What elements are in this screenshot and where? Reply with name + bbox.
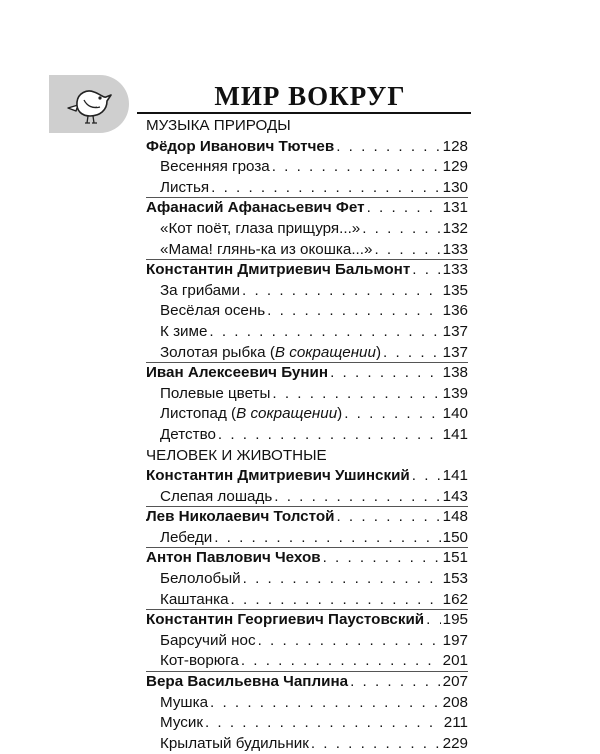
- dot-leader: [210, 693, 441, 714]
- toc-page-number: 148: [442, 508, 468, 526]
- toc-work-entry[interactable]: [146, 590, 468, 611]
- toc-entry-title: Белолобый: [160, 570, 241, 588]
- toc-entry-title: Фёдор Иванович Тютчев: [146, 137, 335, 155]
- toc-page-number: 197: [442, 631, 468, 649]
- toc-page-number: 128: [442, 137, 468, 155]
- toc-work-entry[interactable]: [146, 219, 468, 240]
- toc-page-number: 201: [442, 652, 468, 670]
- dot-leader: [241, 651, 441, 672]
- toc-entry-title: Константин Георгиевич Паустовский: [146, 611, 425, 629]
- dot-leader: [336, 137, 440, 158]
- toc-entry-title: Слепая лошадь: [160, 487, 273, 505]
- dot-leader: [211, 178, 441, 199]
- toc-page-number: 141: [442, 467, 468, 485]
- toc-entry-title: Листья: [160, 178, 210, 196]
- toc-work-entry[interactable]: [146, 384, 468, 405]
- dot-leader: [426, 610, 441, 631]
- toc-work-entry[interactable]: [146, 240, 468, 261]
- toc-work-entry[interactable]: [146, 281, 468, 302]
- dot-leader: [231, 590, 441, 611]
- toc-author-entry[interactable]: [146, 466, 468, 487]
- toc-work-entry[interactable]: [146, 651, 468, 672]
- dot-leader: [214, 528, 440, 549]
- toc-author-entry[interactable]: [146, 137, 468, 158]
- toc-entry-title: Константин Дмитриевич Бальмонт: [146, 261, 411, 279]
- dot-leader: [274, 487, 440, 508]
- toc-entry-title: Детство: [160, 425, 216, 443]
- toc-work-entry[interactable]: [146, 425, 468, 446]
- dot-leader: [344, 404, 440, 425]
- toc-work-entry[interactable]: [146, 178, 468, 199]
- toc-entry-title: Каштанка: [160, 590, 229, 608]
- toc-page-number: 162: [442, 590, 468, 608]
- toc-author-entry[interactable]: [146, 362, 468, 384]
- toc-entry-title: Антон Павлович Чехов: [146, 549, 321, 567]
- dot-leader: [267, 301, 441, 322]
- dot-leader: [209, 322, 440, 343]
- toc-entry-title: Афанасий Афанасьевич Фет: [146, 199, 365, 217]
- page-title: МИР ВОКРУГ: [214, 81, 406, 111]
- toc-work-entry[interactable]: [146, 693, 468, 714]
- toc-work-entry[interactable]: [146, 301, 468, 322]
- toc-entry-title: Мушка: [160, 693, 209, 711]
- toc-page-number: 135: [442, 281, 468, 299]
- toc-entry-title: Вера Васильевна Чаплина: [146, 673, 349, 691]
- toc-work-entry[interactable]: [146, 487, 468, 508]
- toc-entry-title: Мусик: [160, 714, 203, 732]
- toc-page-number: 153: [442, 570, 468, 588]
- toc-page-number: 129: [442, 158, 468, 176]
- toc-page-number: 132: [442, 219, 468, 237]
- dot-leader: [218, 425, 441, 446]
- toc-entry-title: Весёлая осень: [160, 302, 266, 320]
- toc-work-entry[interactable]: [146, 404, 468, 425]
- toc-entry-title: «Кот поёт, глаза прищуря...»: [160, 219, 361, 237]
- toc-page-number: 143: [442, 487, 468, 505]
- dot-leader: [272, 384, 440, 405]
- toc-page-number: 150: [442, 528, 468, 546]
- toc-entry-title: Полевые цветы: [160, 384, 271, 402]
- dot-leader: [383, 343, 441, 364]
- toc-page-number: 140: [442, 405, 468, 423]
- dot-leader: [205, 713, 442, 734]
- toc-entry-title: Барсучий нос: [160, 631, 256, 649]
- toc-entry-note: В сокращении: [274, 343, 376, 361]
- dot-leader: [412, 260, 440, 281]
- toc-section-heading: ЧЕЛОВЕК И ЖИВОТНЫЕ: [146, 446, 327, 464]
- toc-entry-title: Лев Николаевич Толстой: [146, 508, 335, 526]
- toc-page-number: 137: [442, 322, 468, 340]
- toc-entry-note: В сокращении: [236, 405, 338, 423]
- dot-leader: [242, 281, 441, 302]
- toc-page-number: 195: [442, 611, 468, 629]
- toc-entry-title: Золотая рыбка (В сокращении): [160, 343, 382, 361]
- dot-leader: [367, 198, 441, 219]
- table-of-contents: [146, 116, 468, 754]
- dot-leader: [272, 157, 441, 178]
- dot-leader: [243, 569, 441, 590]
- toc-entry-title: К зиме: [160, 322, 208, 340]
- toc-entry-title: Константин Дмитриевич Ушинский: [146, 467, 410, 485]
- toc-page-number: 137: [442, 343, 468, 361]
- bird-icon: [62, 80, 114, 128]
- toc-author-entry[interactable]: [146, 609, 468, 631]
- toc-entry-title: Лебеди: [160, 528, 213, 546]
- dot-leader: [323, 548, 441, 569]
- toc-entry-title: Иван Алексеевич Бунин: [146, 364, 329, 382]
- dot-leader: [330, 363, 441, 384]
- dot-leader: [350, 672, 441, 693]
- toc-entry-title: Весенняя гроза: [160, 158, 270, 176]
- toc-page-number: 141: [442, 425, 468, 443]
- dot-leader: [362, 219, 440, 240]
- toc-work-entry[interactable]: [146, 528, 468, 549]
- toc-page-number: 136: [442, 302, 468, 320]
- toc-page-number: 151: [442, 549, 468, 567]
- toc-author-entry[interactable]: [146, 506, 468, 528]
- title-rule: [137, 112, 471, 114]
- toc-page-number: 211: [443, 714, 468, 732]
- toc-page-number: 229: [442, 734, 468, 752]
- toc-page-number: 208: [442, 693, 468, 711]
- toc-page-number: 133: [442, 261, 468, 279]
- toc-author-entry[interactable]: [146, 547, 468, 569]
- toc-entry-title: «Мама! глянь-ка из окошка...»: [160, 240, 373, 258]
- dot-leader: [311, 734, 441, 754]
- toc-page-number: 131: [442, 199, 468, 217]
- dot-leader: [258, 631, 441, 652]
- toc-author-entry[interactable]: [146, 197, 468, 219]
- toc-work-entry[interactable]: [146, 157, 468, 178]
- toc-page-number: 138: [442, 364, 468, 382]
- toc-author-entry[interactable]: [146, 259, 468, 281]
- toc-work-entry[interactable]: [146, 343, 468, 364]
- toc-entry-title: За грибами: [160, 281, 241, 299]
- toc-page-number: 130: [442, 178, 468, 196]
- toc-page-number: 207: [442, 673, 468, 691]
- toc-author-entry[interactable]: [146, 671, 468, 693]
- dot-leader: [374, 240, 440, 261]
- toc-page-number: 139: [442, 384, 468, 402]
- dot-leader: [412, 466, 441, 487]
- dot-leader: [336, 507, 440, 528]
- toc-page-number: 133: [442, 240, 468, 258]
- toc-entry-title: Кот-ворюга: [160, 652, 239, 670]
- toc-section-heading: МУЗЫКА ПРИРОДЫ: [146, 117, 291, 134]
- toc-work-entry[interactable]: [146, 569, 468, 590]
- toc-entry-title: Листопад (В сокращении): [160, 405, 343, 423]
- toc-work-entry[interactable]: [146, 322, 468, 343]
- toc-entry-title: Крылатый будильник: [160, 734, 309, 752]
- toc-work-entry[interactable]: [146, 734, 468, 754]
- toc-work-entry[interactable]: [146, 631, 468, 652]
- toc-work-entry[interactable]: [146, 713, 468, 734]
